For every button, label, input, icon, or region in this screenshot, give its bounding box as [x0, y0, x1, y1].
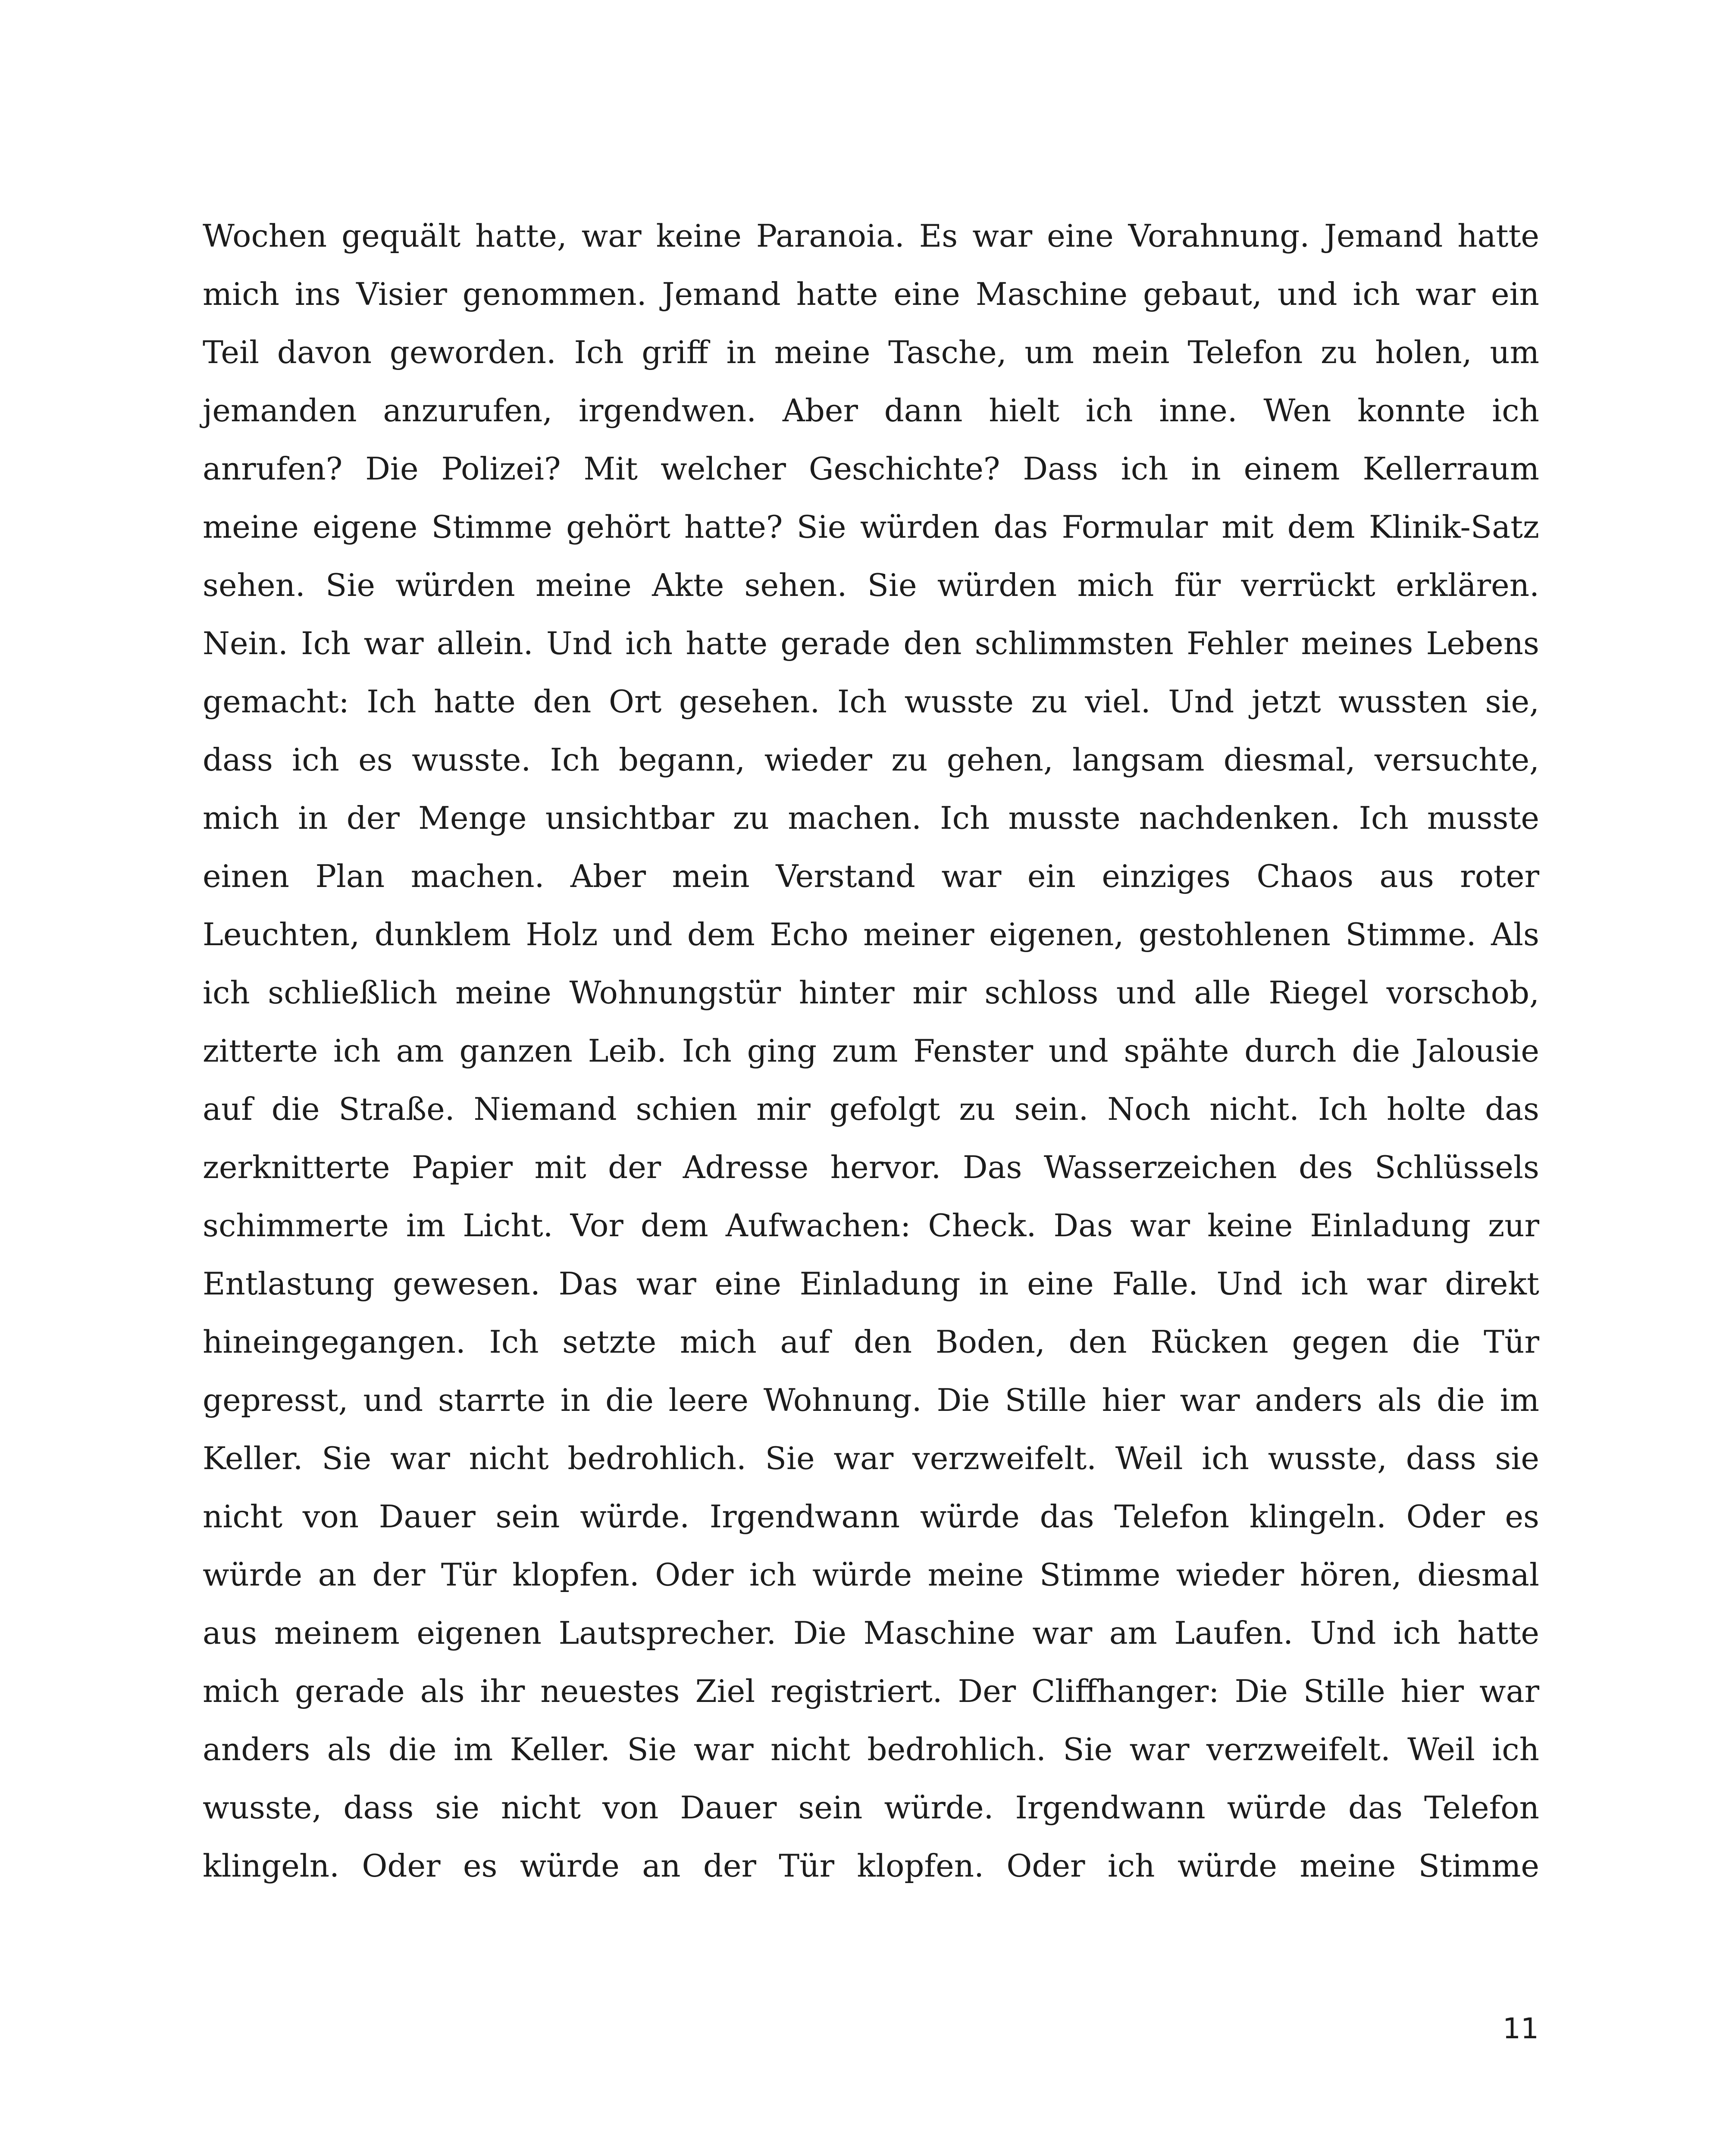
- text-line: Leuchten, dunklem Holz und dem Echo meiner eigenen, gestohlenen Stimme. Als: [203, 916, 1539, 953]
- body-text: [203, 207, 1539, 1895]
- text-line: gepresst, und starrte in die leere Wohnung. Die Stille hier war anders als die im: [203, 1382, 1539, 1418]
- text-line: Wochen gequält hatte, war keine Paranoia. Es war eine Vorahnung. Jemand hatte: [203, 218, 1539, 254]
- text-line: mich in der Menge unsichtbar zu machen. Ich musste nachdenken. Ich musste: [203, 800, 1539, 836]
- text-line: würde an der Tür klopfen. Oder ich würde meine Stimme wieder hören, diesmal: [203, 1557, 1539, 1593]
- text-line: wusste, dass sie nicht von Dauer sein würde. Irgendwann würde das Telefon: [203, 1789, 1539, 1826]
- text-line: meine eigene Stimme gehört hatte? Sie würden das Formular mit dem Klinik-Satz: [203, 509, 1539, 545]
- text-line: Keller. Sie war nicht bedrohlich. Sie war verzweifelt. Weil ich wusste, dass sie: [203, 1440, 1539, 1476]
- text-line: Teil davon geworden. Ich griff in meine Tasche, um mein Telefon zu holen, um: [203, 334, 1539, 370]
- text-line: auf die Straße. Niemand schien mir gefolgt zu sein. Noch nicht. Ich holte das: [203, 1091, 1539, 1127]
- text-line: schimmerte im Licht. Vor dem Aufwachen: Check. Das war keine Einladung zur: [203, 1207, 1539, 1244]
- text-line: anrufen? Die Polizei? Mit welcher Geschichte? Dass ich in einem Kellerraum: [203, 451, 1539, 487]
- text-line: einen Plan machen. Aber mein Verstand war ein einziges Chaos aus roter: [203, 858, 1539, 894]
- text-line: Nein. Ich war allein. Und ich hatte gerade den schlimmsten Fehler meines Lebens: [203, 625, 1539, 661]
- text-line: zitterte ich am ganzen Leib. Ich ging zum Fenster und spähte durch die Jalousie: [203, 1033, 1539, 1069]
- text-line: ich schließlich meine Wohnungstür hinter mir schloss und alle Riegel vorschob,: [203, 975, 1539, 1011]
- text-line: gemacht: Ich hatte den Ort gesehen. Ich wusste zu viel. Und jetzt wussten sie,: [203, 683, 1539, 720]
- text-line: dass ich es wusste. Ich begann, wieder zu gehen, langsam diesmal, versuchte,: [203, 742, 1539, 778]
- text-line: sehen. Sie würden meine Akte sehen. Sie würden mich für verrückt erklären.: [203, 567, 1539, 603]
- text-line: klingeln. Oder es würde an der Tür klopfen. Oder ich würde meine Stimme: [203, 1848, 1539, 1884]
- text-line: nicht von Dauer sein würde. Irgendwann würde das Telefon klingeln. Oder es: [203, 1498, 1539, 1535]
- text-line: mich ins Visier genommen. Jemand hatte eine Maschine gebaut, und ich war ein: [203, 276, 1539, 312]
- page-number: 11: [1503, 2012, 1539, 2045]
- text-line: hineingegangen. Ich setzte mich auf den Boden, den Rücken gegen die Tür: [203, 1324, 1539, 1360]
- text-line: jemanden anzurufen, irgendwen. Aber dann hielt ich inne. Wen konnte ich: [203, 392, 1539, 429]
- text-line: anders als die im Keller. Sie war nicht bedrohlich. Sie war verzweifelt. Weil ich: [203, 1731, 1539, 1767]
- text-line: zerknitterte Papier mit der Adresse hervor. Das Wasserzeichen des Schlüssels: [203, 1149, 1539, 1185]
- text-line: aus meinem eigenen Lautsprecher. Die Maschine war am Laufen. Und ich hatte: [203, 1615, 1539, 1651]
- text-line: Entlastung gewesen. Das war eine Einladung in eine Falle. Und ich war direkt: [203, 1266, 1539, 1302]
- text-line: mich gerade als ihr neuestes Ziel registriert. Der Cliffhanger: Die Stille hier war: [203, 1673, 1539, 1709]
